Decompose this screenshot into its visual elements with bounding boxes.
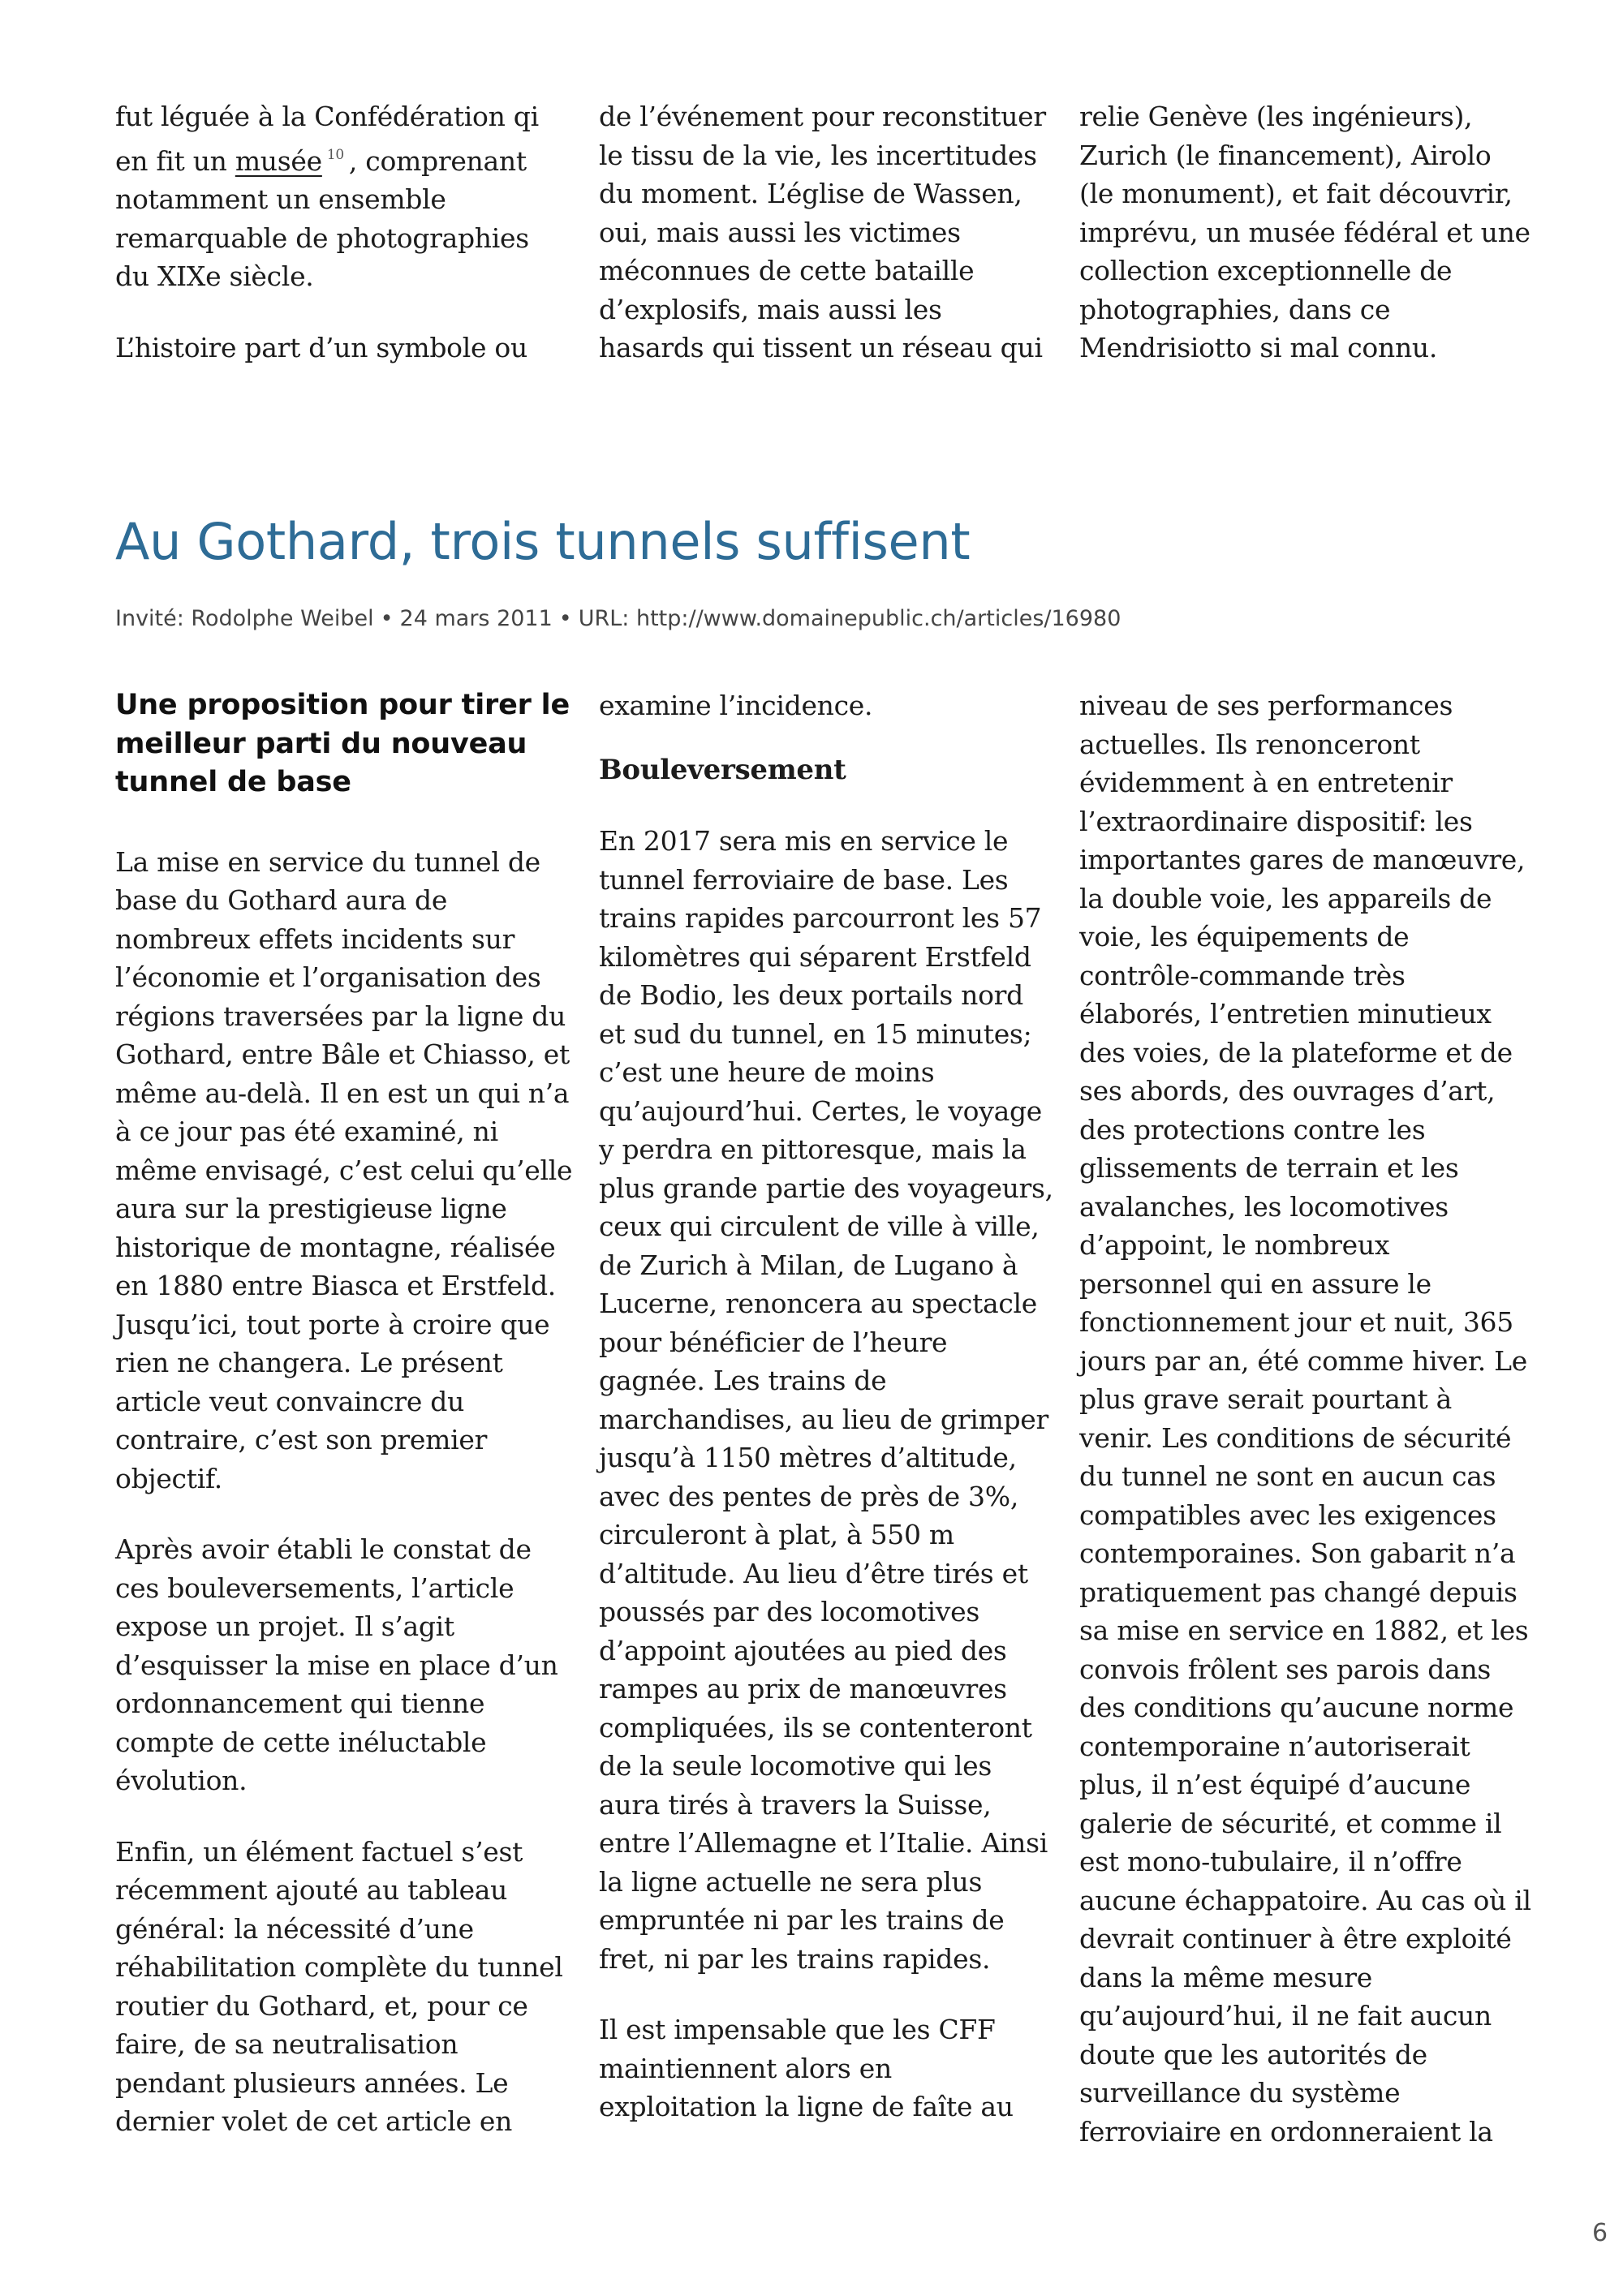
text-line: avec des pentes de près de 3%, xyxy=(599,1480,1019,1512)
text-line: L’histoire part d’un symbole ou xyxy=(115,331,527,363)
text-line: avalanches, les locomotives xyxy=(1079,1190,1449,1223)
text-line: contemporaines. Son gabarit n’a xyxy=(1079,1537,1516,1569)
text-line: contraire, c’est son premier xyxy=(115,1424,488,1455)
text-line: Après avoir établi le constat de xyxy=(115,1533,532,1565)
article-paragraph xyxy=(599,686,1061,725)
text-line: trains rapides parcourront les 57 xyxy=(599,902,1042,934)
text-line: Mendrisiotto si mal connu. xyxy=(1079,332,1438,363)
article-column-1 xyxy=(115,686,578,2141)
text-line: convois frôlent ses parois dans xyxy=(1079,1653,1492,1685)
text-line: du tunnel ne sont en aucun cas xyxy=(1079,1460,1496,1492)
section-subheading: Bouleversement xyxy=(599,753,846,786)
text-line: remarquable de photographies xyxy=(115,221,529,254)
text-line: des voies, de la plateforme et de xyxy=(1079,1036,1513,1068)
text-line: général: la nécessité d’une xyxy=(115,1912,474,1945)
text-line: En 2017 sera mis en service le xyxy=(599,825,1009,857)
article-paragraph xyxy=(599,2010,1061,2126)
text-line: méconnues de cette bataille xyxy=(599,255,975,286)
previous-article-paragraph xyxy=(115,97,570,296)
text-line: venir. Les conditions de sécurité xyxy=(1079,1421,1512,1454)
text-line: récemment ajouté au tableau xyxy=(115,1874,508,1906)
text-line: compte de cette inéluctable xyxy=(115,1726,487,1758)
text-line: jusqu’à 1150 mètres d’altitude, xyxy=(599,1442,1017,1473)
text-line: rampes au prix de manœuvres xyxy=(599,1673,1007,1705)
text-line: compliquées, ils se contenteront xyxy=(599,1711,1032,1743)
text-line: plus grave serait pourtant à xyxy=(1079,1383,1453,1415)
text-line: voie, les équipements de xyxy=(1079,921,1410,952)
previous-article-paragraph xyxy=(115,329,570,368)
text-line: actuelles. Ils renonceront xyxy=(1079,728,1420,760)
text-line: d’esquisser la mise en place d’un xyxy=(115,1649,558,1681)
article-paragraph xyxy=(599,822,1061,1978)
text-line: c’est une heure de moins xyxy=(599,1056,935,1088)
previous-article-column-1 xyxy=(115,97,570,367)
text-line: le tissu de la vie, les incertitudes xyxy=(599,139,1037,171)
text-line: d’altitude. Au lieu d’être tirés et xyxy=(599,1557,1028,1589)
text-line: doute que les autorités de xyxy=(1079,2038,1427,2070)
text-line: notamment un ensemble xyxy=(115,183,446,215)
text-line: à ce jour pas été examiné, ni xyxy=(115,1116,498,1147)
text-line: glissements de terrain et les xyxy=(1079,1152,1459,1184)
text-line: Il est impensable que les CFF xyxy=(599,2014,996,2045)
text-line: même envisagé, c’est celui qu’elle xyxy=(115,1154,573,1186)
text-line: l’économie et l’organisation des xyxy=(115,961,541,993)
text-line: l’extraordinaire dispositif: les xyxy=(1079,805,1473,837)
text-line: ces bouleversements, l’article xyxy=(115,1572,514,1604)
text-line: article veut convaincre du xyxy=(115,1385,465,1417)
text-line: importantes gares de manœuvre, xyxy=(1079,844,1526,875)
article-paragraph xyxy=(115,843,578,1498)
text-line: oui, mais aussi les victimes xyxy=(599,216,961,248)
lede-line: Une proposition pour tirer le xyxy=(115,689,570,721)
text-line: pendant plusieurs années. Le xyxy=(115,2066,509,2099)
text-line: fonctionnement jour et nuit, 365 xyxy=(1079,1306,1513,1338)
musee-link[interactable]: musée xyxy=(235,144,322,177)
text-line: examine l’incidence. xyxy=(599,690,873,721)
text-line: qu’aujourd’hui. Certes, le voyage xyxy=(599,1094,1042,1127)
text-line: poussés par des locomotives xyxy=(599,1596,979,1627)
text-line: aura tirés à travers la Suisse, xyxy=(599,1788,992,1821)
text-line: jours par an, été comme hiver. Le xyxy=(1079,1344,1527,1377)
text-line: d’appoint, le nombreux xyxy=(1079,1229,1390,1261)
text-line: Zurich (le financement), Airolo xyxy=(1079,139,1492,171)
text-line: fut léguée à la Confédération qi xyxy=(115,101,539,132)
text-line: hasards qui tissent un réseau qui xyxy=(599,332,1043,363)
text-line: ceux qui circulent de ville à ville, xyxy=(599,1210,1040,1242)
text-line: circuleront à plat, à 550 m xyxy=(599,1519,954,1550)
article-date: 24 mars 2011 xyxy=(399,606,553,631)
lede-line: meilleur parti du nouveau xyxy=(115,727,527,760)
text-line: d’explosifs, mais aussi les xyxy=(599,293,942,325)
text-line: exploitation la ligne de faîte au xyxy=(599,2091,1014,2122)
text-line: pour bénéficier de l’heure xyxy=(599,1326,948,1358)
text-line: Gothard, entre Bâle et Chiasso, et xyxy=(115,1038,570,1070)
text-line: compatibles avec les exigences xyxy=(1079,1498,1496,1531)
text-line: Jusqu’ici, tout porte à croire que xyxy=(115,1308,550,1340)
text-line: du XIXe siècle. xyxy=(115,260,314,292)
article-url[interactable]: URL: http://www.domainepublic.ch/articles/16980 xyxy=(578,606,1121,631)
text-line: aucune échappatoire. Au cas où il xyxy=(1079,1884,1531,1916)
text-line: base du Gothard aura de xyxy=(115,884,448,916)
text-line: surveillance du système xyxy=(1079,2077,1401,2109)
article-paragraph xyxy=(1079,686,1566,2151)
text-line: en 1880 entre Biasca et Erstfeld. xyxy=(115,1270,556,1301)
text-line: imprévu, un musée fédéral et une xyxy=(1079,216,1530,248)
text-line: ses abords, des ouvrages d’art, xyxy=(1079,1075,1496,1107)
text-line: ordonnancement qui tienne xyxy=(115,1688,485,1719)
text-line: maintiennent alors en xyxy=(599,2052,892,2084)
text-line: de Zurich à Milan, de Lugano à xyxy=(599,1249,1018,1281)
text-line: sa mise en service en 1882, et les xyxy=(1079,1615,1529,1646)
text-line: ferroviaire en ordonneraient la xyxy=(1079,2115,1493,2148)
previous-article-column-3 xyxy=(1079,97,1566,368)
text-line: pratiquement pas changé depuis xyxy=(1079,1576,1518,1608)
text-line: la double voie, les appareils de xyxy=(1079,882,1492,914)
article-title: Au Gothard, trois tunnels suffisent xyxy=(115,512,971,571)
previous-article-column-2 xyxy=(599,97,1053,368)
article-meta xyxy=(115,605,1121,633)
text-line: (le monument), et fait découvrir, xyxy=(1079,178,1513,209)
text-line: de l’événement pour reconstituer xyxy=(599,101,1046,132)
text-line: des conditions qu’aucune norme xyxy=(1079,1692,1514,1723)
text-line: gagnée. Les trains de xyxy=(599,1365,887,1396)
text-line: entre l’Allemagne et l’Italie. Ainsi xyxy=(599,1827,1048,1859)
text-line: de Bodio, les deux portails nord xyxy=(599,979,1023,1011)
article-lede xyxy=(115,686,578,802)
text-line: la ligne actuelle ne sera plus xyxy=(599,1865,983,1898)
text-line: galerie de sécurité, et comme il xyxy=(1079,1807,1502,1839)
text-line: plus grande partie des voyageurs, xyxy=(599,1172,1053,1204)
text-line: même au-delà. Il en est un qui n’a xyxy=(115,1077,570,1109)
text-line: contrôle-commande très xyxy=(1079,959,1406,991)
text-line: empruntée ni par les trains de xyxy=(599,1904,1005,1936)
text-line: élaborés, l’entretien minutieux xyxy=(1079,998,1492,1030)
footnote-marker: 10 xyxy=(326,146,344,163)
text-line: expose un projet. Il s’agit xyxy=(115,1610,454,1642)
text-line: réhabilitation complète du tunnel xyxy=(115,1951,563,1983)
text-line: fret, ni par les trains rapides. xyxy=(599,1942,991,1975)
text-line: objectif. xyxy=(115,1462,222,1494)
text-fragment: , comprenant xyxy=(348,144,527,177)
text-line: régions traversées par la ligne du xyxy=(115,1000,566,1032)
text-line: de la seule locomotive qui les xyxy=(599,1750,992,1782)
text-line: niveau de ses performances xyxy=(1079,690,1453,721)
text-line: kilomètres qui séparent Erstfeld xyxy=(599,940,1031,973)
meta-separator: • xyxy=(380,606,394,631)
text-line: devrait continuer à être exploité xyxy=(1079,1923,1512,1954)
text-line: La mise en service du tunnel de xyxy=(115,845,540,878)
text-line: collection exceptionnelle de xyxy=(1079,255,1453,286)
text-line: plus, il n’est équipé d’aucune xyxy=(1079,1769,1471,1800)
article-paragraph xyxy=(115,1530,578,1800)
lede-line: tunnel de base xyxy=(115,766,351,798)
article-column-3 xyxy=(1079,686,1566,2151)
text-line: dernier volet de cet article en xyxy=(115,2105,513,2137)
text-line: relie Genève (les ingénieurs), xyxy=(1079,101,1473,132)
text-line: nombreux effets incidents sur xyxy=(115,922,515,955)
text-line: photographies, dans ce xyxy=(1079,293,1391,325)
text-line: et sud du tunnel, en 15 minutes; xyxy=(599,1017,1032,1050)
text-line: est mono-tubulaire, il n’offre xyxy=(1079,1846,1462,1877)
meta-separator: • xyxy=(558,606,572,631)
text-line xyxy=(115,136,570,181)
text-line: routier du Gothard, et, pour ce xyxy=(115,1989,528,2022)
previous-article-paragraph xyxy=(1079,97,1566,368)
text-fragment: en fit un xyxy=(115,144,227,177)
text-line: qu’aujourd’hui, il ne fait aucun xyxy=(1079,2000,1492,2032)
article-author: Invité: Rodolphe Weibel xyxy=(115,606,374,631)
previous-article-paragraph xyxy=(599,97,1053,368)
text-line: évolution. xyxy=(115,1765,248,1796)
text-line: Lucerne, renoncera au spectacle xyxy=(599,1288,1038,1319)
page-number: 6 xyxy=(1592,2219,1608,2247)
text-line: contemporaine n’autoriserait xyxy=(1079,1730,1470,1762)
text-line: d’appoint ajoutées au pied des xyxy=(599,1634,1007,1666)
text-line: évidemment à en entretenir xyxy=(1079,767,1453,798)
text-line: y perdra en pittoresque, mais la xyxy=(599,1133,1027,1165)
text-line: marchandises, au lieu de grimper xyxy=(599,1403,1048,1435)
text-line: historique de montagne, réalisée xyxy=(115,1231,556,1263)
text-line: des protections contre les xyxy=(1079,1113,1426,1146)
article-paragraph xyxy=(115,1833,578,2141)
article-column-2 xyxy=(599,686,1061,2126)
text-line: Enfin, un élément factuel s’est xyxy=(115,1835,523,1868)
text-line: tunnel ferroviaire de base. Les xyxy=(599,863,1009,896)
text-line: dans la même mesure xyxy=(1079,1961,1372,1993)
text-line: faire, de sa neutralisation xyxy=(115,2028,458,2060)
text-line: aura sur la prestigieuse ligne xyxy=(115,1193,507,1224)
text-line: du moment. L’église de Wassen, xyxy=(599,178,1022,209)
text-line: rien ne changera. Le présent xyxy=(115,1347,503,1378)
text-line: personnel qui en assure le xyxy=(1079,1267,1431,1300)
